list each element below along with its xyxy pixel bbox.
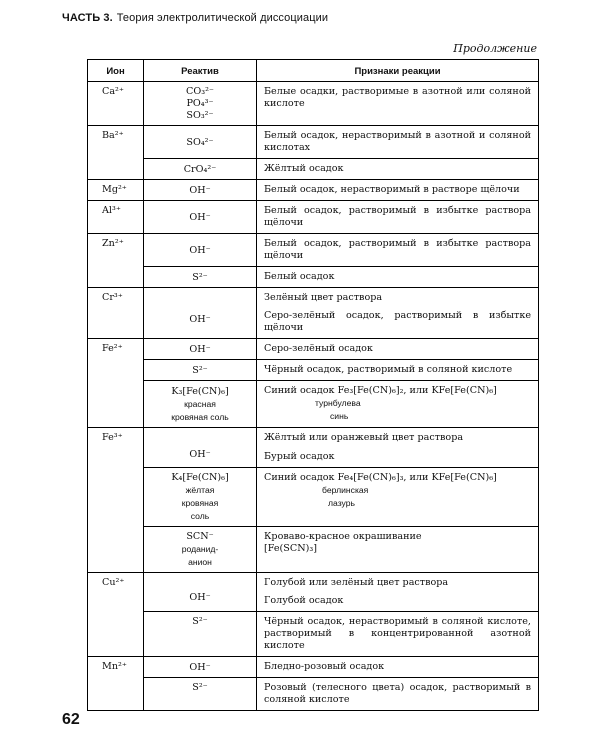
ion-cell: Ba²⁺ [88,126,144,180]
reagent-common-name: жёлтая [185,485,215,495]
signs-text: Серо-зелёный осадок, растворимый в избытке щёлочи [264,310,531,333]
reagent-cell [144,381,257,428]
reagent-cell: OH⁻ [144,573,257,612]
reagent-sulfite: SO₃²⁻ [186,110,214,121]
table-row [88,573,539,612]
table-row [88,201,539,234]
precipitate-name: берлинская [322,485,369,495]
signs-text: Голубой или зелёный цвет раствора [264,577,449,588]
reagent-cell: OH⁻ [144,428,257,468]
signs-cell: Серо-зелёный осадок [257,339,539,360]
ion-cell: Zn²⁺ [88,234,144,288]
reagent-cell [144,468,257,527]
ion-cell: Cr³⁺ [88,288,144,339]
signs-cell: Белый осадок, нерастворимый в растворе щёлочи [257,180,539,201]
reagent-formula: SCN⁻ [186,531,214,542]
signs-cell: Чёрный осадок, нерастворимый в соляной кислоте, растворимый в концентрированной азотной кислоте [257,612,539,657]
reagent-common-name: кровяная [181,498,219,508]
ion-cell: Fe³⁺ [88,428,144,573]
reagent-cell [144,82,257,126]
table-row [88,360,539,381]
signs-cell [257,288,539,339]
reagent-cell: S²⁻ [144,612,257,657]
ion-cell: Ca²⁺ [88,82,144,126]
signs-cell [257,468,539,527]
reagent-phosphate: PO₄³⁻ [186,98,214,109]
continued-label: Продолжение [453,42,537,55]
table-row [88,657,539,678]
reagent-cell: SO₄²⁻ [144,126,257,159]
signs-cell [257,527,539,573]
signs-cell: Бурый осадок [257,448,539,468]
reagent-formula: K₄[Fe(CN)₆] [171,472,229,483]
table-row [88,267,539,288]
reagent-cell: S²⁻ [144,267,257,288]
chapter-title: Теория электролитической диссоциации [116,12,329,24]
signs-cell [257,381,539,428]
signs-text: Синий осадок Fe₃[Fe(CN)₆]₂, или KFe[Fe(CN)₆] [264,385,497,396]
reagent-common-name: кровяная соль [171,411,229,422]
signs-text: Синий осадок Fe₄[Fe(CN)₆]₃, или KFe[Fe(CN)₆] [264,472,497,483]
running-header [62,12,328,24]
signs-cell: Белые осадки, растворимые в азотной или соляной кислоте [257,82,539,126]
signs-formula: [Fe(SCN)₃] [264,543,317,554]
ion-cell: Mn²⁺ [88,657,144,711]
column-header-signs: Признаки реакции [257,60,539,82]
table-row [88,288,539,339]
column-header-ion: Ион [88,60,144,82]
table-row [88,612,539,657]
ion-cell: Al³⁺ [88,201,144,234]
page-number: 62 [62,711,80,728]
signs-cell: Белый осадок, растворимый в избытке раствора щёлочи [257,201,539,234]
signs-text: Голубой осадок [264,595,344,606]
reagent-cell [144,527,257,573]
reagent-cell: S²⁻ [144,360,257,381]
signs-cell: Жёлтый или оранжевый цвет раствора [257,428,539,449]
table-row [88,159,539,180]
ion-cell: Fe²⁺ [88,339,144,428]
reagent-cell: OH⁻ [144,339,257,360]
table-row [88,339,539,360]
reagent-cell: OH⁻ [144,288,257,339]
table-header-row [88,60,539,82]
signs-cell: Чёрный осадок, растворимый в соляной кислоте [257,360,539,381]
table-row [88,126,539,159]
signs-text: Кроваво-красное окрашивание [264,531,422,542]
reagent-cell: CrO₄²⁻ [144,159,257,180]
table-row [88,234,539,267]
ion-reactions-table [87,59,539,711]
table-row [88,468,539,527]
reagent-common-name: красная [184,398,216,409]
precipitate-name: синь [330,411,349,421]
ion-cell: Mg²⁺ [88,180,144,201]
table-row [88,428,539,449]
reagent-common-name: роданид- [181,544,219,554]
table-row [88,82,539,126]
precipitate-name: лазурь [328,498,355,508]
signs-cell: Жёлтый осадок [257,159,539,180]
precipitate-name: турнбулева [315,398,361,408]
reagent-common-name: соль [190,511,210,521]
column-header-reagent: Реактив [144,60,257,82]
reagent-cell: OH⁻ [144,180,257,201]
ion-cell: Cu²⁺ [88,573,144,657]
reagent-cell: S²⁻ [144,678,257,711]
reagent-cell: OH⁻ [144,201,257,234]
signs-text: Зелёный цвет раствора [264,292,383,303]
signs-cell: Розовый (телесного цвета) осадок, растворимый в соляной кислоте [257,678,539,711]
signs-cell [257,573,539,612]
signs-cell: Белый осадок, нерастворимый в азотной и соляной кислотах [257,126,539,159]
table-row [88,180,539,201]
reagent-formula: K₃[Fe(CN)₆] [171,385,229,397]
reagent-common-name: анион [188,557,212,567]
signs-cell: Бледно-розовый осадок [257,657,539,678]
part-label: ЧАСТЬ 3. [62,12,113,24]
table-row [88,381,539,428]
signs-cell: Белый осадок, растворимый в избытке раствора щёлочи [257,234,539,267]
reagent-cell: OH⁻ [144,234,257,267]
reagent-carbonate: CO₃²⁻ [186,86,214,97]
table-row [88,527,539,573]
reagent-cell: OH⁻ [144,657,257,678]
table-row [88,678,539,711]
signs-cell: Белый осадок [257,267,539,288]
